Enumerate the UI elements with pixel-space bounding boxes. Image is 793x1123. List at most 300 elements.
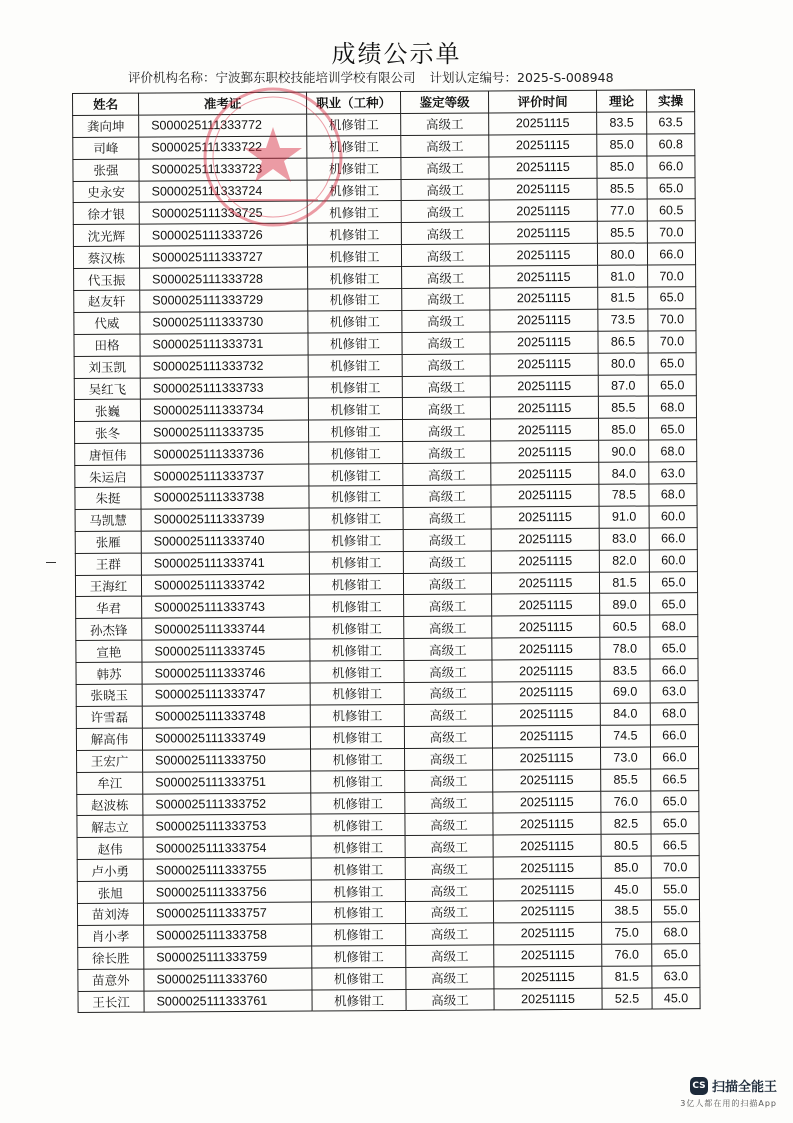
cell-theory: 78.5: [599, 484, 649, 506]
cell-occupation: 机修钳工: [311, 792, 405, 814]
cell-level: 高级工: [401, 113, 489, 135]
cell-name: 卢小勇: [77, 859, 143, 881]
cell-date: 20251115: [491, 572, 599, 595]
cell-ticket: S000025111333741: [141, 552, 309, 575]
cell-date: 20251115: [489, 178, 597, 201]
cell-occupation: 机修钳工: [311, 814, 405, 836]
cell-level: 高级工: [403, 573, 491, 595]
cell-practice: 60.0: [649, 506, 697, 528]
cell-practice: 65.0: [652, 943, 700, 965]
institution-name: 宁波鄞东职校技能培训学校有限公司: [215, 70, 416, 85]
cell-occupation: 机修钳工: [309, 420, 403, 442]
cell-ticket: S000025111333758: [144, 924, 312, 947]
cell-practice: 68.0: [650, 615, 698, 637]
cell-practice: 63.0: [650, 681, 698, 703]
header-theory: 理论: [596, 90, 646, 112]
cell-date: 20251115: [492, 725, 600, 748]
header-ticket: 准考证: [139, 92, 307, 115]
cell-name: 赵波栋: [77, 794, 143, 816]
cell-name: 朱挺: [75, 487, 141, 509]
cell-occupation: 机修钳工: [311, 901, 405, 923]
cell-date: 20251115: [493, 747, 601, 770]
cell-occupation: 机修钳工: [307, 179, 401, 201]
cell-level: 高级工: [404, 616, 492, 638]
cell-level: 高级工: [406, 923, 494, 945]
cell-level: 高级工: [405, 791, 493, 813]
cell-occupation: 机修钳工: [309, 573, 403, 595]
cell-theory: 76.0: [601, 790, 651, 812]
cell-theory: 77.0: [597, 199, 647, 221]
cell-level: 高级工: [403, 441, 491, 463]
cell-name: 田格: [74, 334, 140, 356]
cell-date: 20251115: [491, 419, 599, 442]
cell-occupation: 机修钳工: [307, 113, 401, 135]
cell-occupation: 机修钳工: [308, 354, 402, 376]
cell-level: 高级工: [403, 551, 491, 573]
cell-name: 吴红飞: [74, 378, 140, 400]
cell-practice: 63.5: [647, 112, 695, 134]
cell-theory: 38.5: [601, 900, 651, 922]
cell-ticket: S000025111333729: [140, 289, 308, 312]
cell-level: 高级工: [405, 835, 493, 857]
cell-name: 张雁: [75, 531, 141, 553]
cell-name: 韩苏: [76, 662, 142, 684]
cell-theory: 89.0: [600, 593, 650, 615]
cell-theory: 86.5: [598, 331, 648, 353]
cell-theory: 85.0: [598, 418, 648, 440]
cell-ticket: S000025111333725: [139, 202, 307, 225]
cell-practice: 65.0: [648, 374, 696, 396]
cell-date: 20251115: [489, 112, 597, 135]
cell-name: 张冬: [75, 421, 141, 443]
cell-level: 高级工: [405, 748, 493, 770]
cell-date: 20251115: [493, 835, 601, 858]
cell-occupation: 机修钳工: [310, 704, 404, 726]
cell-theory: 81.5: [599, 572, 649, 594]
cell-theory: 73.5: [598, 309, 648, 331]
cell-theory: 83.0: [599, 528, 649, 550]
plan-number: 2025-S-008948: [517, 70, 614, 85]
cell-theory: 82.0: [599, 550, 649, 572]
cell-name: 张旭: [77, 881, 143, 903]
cell-level: 高级工: [402, 310, 490, 332]
cell-date: 20251115: [492, 616, 600, 639]
cell-theory: 78.0: [600, 637, 650, 659]
cell-name: 代威: [74, 312, 140, 334]
cell-practice: 45.0: [652, 987, 700, 1009]
cell-date: 20251115: [493, 878, 601, 901]
cell-occupation: 机修钳工: [307, 157, 401, 179]
cell-ticket: S000025111333735: [141, 420, 309, 443]
cell-name: 赵友轩: [74, 290, 140, 312]
cell-practice: 68.0: [652, 922, 700, 944]
cell-date: 20251115: [489, 222, 597, 245]
cell-occupation: 机修钳工: [311, 836, 405, 858]
cell-name: 牟江: [77, 772, 143, 794]
cell-practice: 66.5: [651, 834, 699, 856]
cell-name: 赵伟: [77, 837, 143, 859]
cell-name: 张强: [73, 159, 139, 181]
cell-name: 孙杰锋: [76, 618, 142, 640]
cell-theory: 80.5: [601, 834, 651, 856]
cell-occupation: 机修钳工: [307, 245, 401, 267]
cell-level: 高级工: [402, 266, 490, 288]
cell-theory: 85.5: [597, 178, 647, 200]
cell-ticket: S000025111333759: [144, 946, 312, 969]
cell-date: 20251115: [492, 594, 600, 617]
cell-ticket: S000025111333732: [140, 355, 308, 378]
cell-name: 史永安: [73, 181, 139, 203]
cell-name: 肖小孝: [78, 925, 144, 947]
cell-theory: 85.0: [597, 134, 647, 156]
cell-practice: 60.0: [649, 549, 697, 571]
cell-level: 高级工: [404, 660, 492, 682]
cell-ticket: S000025111333772: [139, 114, 307, 137]
cell-occupation: 机修钳工: [310, 683, 404, 705]
cell-theory: 81.5: [598, 287, 648, 309]
cell-occupation: 机修钳工: [307, 223, 401, 245]
cell-theory: 87.0: [598, 375, 648, 397]
cell-date: 20251115: [491, 462, 599, 485]
cell-theory: 90.0: [599, 440, 649, 462]
cell-ticket: S000025111333755: [143, 858, 311, 881]
cell-practice: 66.0: [647, 243, 695, 265]
cell-date: 20251115: [490, 353, 598, 376]
cell-occupation: 机修钳工: [308, 332, 402, 354]
cell-ticket: S000025111333733: [140, 377, 308, 400]
cell-ticket: S000025111333749: [142, 727, 310, 750]
cell-name: 苗刘涛: [77, 903, 143, 925]
cell-practice: 66.0: [651, 746, 699, 768]
cell-ticket: S000025111333745: [142, 639, 310, 662]
cell-level: 高级工: [401, 135, 489, 157]
cell-date: 20251115: [492, 703, 600, 726]
cell-date: 20251115: [493, 791, 601, 814]
cell-ticket: S000025111333747: [142, 683, 310, 706]
cell-practice: 65.0: [648, 418, 696, 440]
camscanner-logo-icon: CS: [690, 1077, 708, 1095]
cell-level: 高级工: [405, 857, 493, 879]
cell-occupation: 机修钳工: [309, 442, 403, 464]
cell-level: 高级工: [405, 770, 493, 792]
cell-level: 高级工: [405, 879, 493, 901]
cell-theory: 81.0: [598, 265, 648, 287]
cell-theory: 76.0: [602, 944, 652, 966]
cell-ticket: S000025111333761: [144, 990, 312, 1013]
cell-ticket: S000025111333743: [142, 596, 310, 619]
cell-name: 王宏广: [77, 750, 143, 772]
cell-name: 朱运启: [75, 465, 141, 487]
institution-label: 评价机构名称：: [128, 70, 216, 85]
cell-date: 20251115: [492, 638, 600, 661]
cell-name: 解志立: [77, 815, 143, 837]
cell-theory: 74.5: [600, 725, 650, 747]
cell-occupation: 机修钳工: [311, 748, 405, 770]
cell-name: 解高伟: [76, 728, 142, 750]
document-title: 成绩公示单: [331, 40, 462, 68]
cell-ticket: S000025111333734: [140, 399, 308, 422]
cell-practice: 55.0: [651, 878, 699, 900]
scanner-watermark: [680, 1076, 777, 1109]
cell-ticket: S000025111333740: [141, 530, 309, 553]
cell-ticket: S000025111333724: [139, 180, 307, 203]
cell-ticket: S000025111333739: [141, 508, 309, 531]
cell-name: 苗意外: [78, 969, 144, 991]
cell-level: 高级工: [401, 244, 489, 266]
cell-practice: 70.0: [648, 330, 696, 352]
cell-level: 高级工: [403, 463, 491, 485]
cell-practice: 65.0: [648, 287, 696, 309]
cell-date: 20251115: [489, 200, 597, 223]
cell-name: 张巍: [74, 400, 140, 422]
cell-ticket: S000025111333756: [143, 880, 311, 903]
cell-date: 20251115: [490, 287, 598, 310]
cell-theory: 82.5: [601, 812, 651, 834]
cell-date: 20251115: [494, 922, 602, 945]
cell-name: 徐才银: [73, 203, 139, 225]
cell-practice: 65.0: [648, 352, 696, 374]
cell-date: 20251115: [493, 769, 601, 792]
cell-practice: 60.8: [647, 133, 695, 155]
cell-occupation: 机修钳工: [310, 639, 404, 661]
cell-theory: 85.5: [598, 396, 648, 418]
cell-name: 华君: [76, 597, 142, 619]
cell-ticket: S000025111333753: [143, 814, 311, 837]
cell-practice: 70.0: [647, 221, 695, 243]
cell-theory: 91.0: [599, 506, 649, 528]
cell-theory: 60.5: [600, 615, 650, 637]
header-level: 鉴定等级: [400, 91, 488, 113]
cell-name: 王长江: [78, 991, 144, 1013]
cell-name: 许雪磊: [76, 706, 142, 728]
cell-name: 龚向坤: [73, 115, 139, 137]
cell-date: 20251115: [491, 528, 599, 551]
cell-occupation: 机修钳工: [309, 551, 403, 573]
cell-level: 高级工: [402, 332, 490, 354]
cell-level: 高级工: [403, 419, 491, 441]
cell-date: 20251115: [490, 331, 598, 354]
cell-occupation: 机修钳工: [309, 507, 403, 529]
cell-practice: 66.0: [650, 659, 698, 681]
cell-date: 20251115: [490, 309, 598, 332]
cell-date: 20251115: [490, 375, 598, 398]
cell-practice: 66.0: [647, 155, 695, 177]
cell-date: 20251115: [492, 659, 600, 682]
cell-occupation: 机修钳工: [309, 464, 403, 486]
cell-level: 高级工: [401, 157, 489, 179]
cell-occupation: 机修钳工: [311, 858, 405, 880]
cell-practice: 66.0: [650, 725, 698, 747]
cell-theory: 75.0: [602, 922, 652, 944]
cell-practice: 70.0: [651, 856, 699, 878]
cell-occupation: 机修钳工: [310, 661, 404, 683]
cell-ticket: S000025111333722: [139, 136, 307, 159]
cell-name: 沈光辉: [73, 224, 139, 246]
cell-occupation: 机修钳工: [311, 770, 405, 792]
cell-ticket: S000025111333737: [141, 464, 309, 487]
cell-name: 蔡汉栋: [73, 246, 139, 268]
cell-level: 高级工: [402, 376, 490, 398]
cell-date: 20251115: [491, 550, 599, 573]
cell-level: 高级工: [403, 529, 491, 551]
cell-occupation: 机修钳工: [308, 289, 402, 311]
cell-practice: 60.5: [647, 199, 695, 221]
cell-practice: 70.0: [648, 309, 696, 331]
cell-ticket: S000025111333754: [143, 836, 311, 859]
cell-practice: 63.0: [649, 462, 697, 484]
cell-name: 宣艳: [76, 640, 142, 662]
cell-name: 王群: [75, 553, 141, 575]
cell-practice: 65.0: [650, 637, 698, 659]
cell-occupation: 机修钳工: [310, 595, 404, 617]
cell-theory: 84.0: [600, 703, 650, 725]
cell-level: 高级工: [406, 988, 494, 1010]
cell-ticket: S000025111333736: [141, 442, 309, 465]
cell-occupation: 机修钳工: [310, 726, 404, 748]
cell-date: 20251115: [494, 966, 602, 989]
cell-level: 高级工: [404, 682, 492, 704]
cell-ticket: S000025111333760: [144, 968, 312, 991]
cell-practice: 66.5: [651, 768, 699, 790]
cell-practice: 65.0: [650, 593, 698, 615]
cell-occupation: 机修钳工: [308, 310, 402, 332]
cell-occupation: 机修钳工: [312, 945, 406, 967]
cell-theory: 52.5: [602, 987, 652, 1009]
cell-ticket: S000025111333723: [139, 158, 307, 181]
cell-name: 刘玉凯: [74, 356, 140, 378]
cell-occupation: 机修钳工: [308, 398, 402, 420]
cell-date: 20251115: [493, 900, 601, 923]
cell-practice: 70.0: [648, 265, 696, 287]
cell-level: 高级工: [404, 726, 492, 748]
cell-occupation: 机修钳工: [311, 880, 405, 902]
cell-name: 马凯慧: [75, 509, 141, 531]
cell-ticket: S000025111333730: [140, 311, 308, 334]
cell-practice: 65.0: [651, 812, 699, 834]
cell-date: 20251115: [494, 988, 602, 1011]
cell-theory: 83.5: [600, 659, 650, 681]
cell-theory: 84.0: [599, 462, 649, 484]
cell-theory: 73.0: [601, 747, 651, 769]
cell-theory: 80.0: [597, 243, 647, 265]
cell-ticket: S000025111333751: [143, 771, 311, 794]
cell-ticket: S000025111333728: [140, 267, 308, 290]
cell-theory: 85.0: [601, 856, 651, 878]
watermark-tagline: 3亿人都在用的扫描App: [680, 1099, 777, 1108]
document-meta: [128, 68, 614, 86]
cell-theory: 83.5: [597, 112, 647, 134]
cell-name: 司峰: [73, 137, 139, 159]
cell-date: 20251115: [491, 484, 599, 507]
cell-theory: 81.5: [602, 966, 652, 988]
cell-ticket: S000025111333746: [142, 661, 310, 684]
cell-ticket: S000025111333750: [143, 749, 311, 772]
cell-practice: 65.0: [651, 790, 699, 812]
score-table: [72, 89, 701, 1013]
cell-occupation: 机修钳工: [312, 923, 406, 945]
cell-date: 20251115: [490, 265, 598, 288]
cell-theory: 85.5: [601, 769, 651, 791]
cell-level: 高级工: [404, 638, 492, 660]
cell-practice: 63.0: [652, 965, 700, 987]
cell-level: 高级工: [406, 967, 494, 989]
cell-practice: 66.0: [649, 528, 697, 550]
table-body: [73, 112, 700, 1013]
cell-ticket: S000025111333752: [143, 793, 311, 816]
header-occupation: 职业（工种）: [306, 91, 400, 113]
cell-theory: 69.0: [600, 681, 650, 703]
cell-level: 高级工: [406, 945, 494, 967]
cell-date: 20251115: [489, 156, 597, 179]
cell-occupation: 机修钳工: [307, 201, 401, 223]
cell-date: 20251115: [491, 441, 599, 464]
cell-date: 20251115: [493, 813, 601, 836]
header-practice: 实操: [646, 90, 694, 112]
cell-date: 20251115: [493, 856, 601, 879]
scan-edge-mark: [46, 562, 56, 563]
cell-level: 高级工: [404, 594, 492, 616]
cell-occupation: 机修钳工: [308, 267, 402, 289]
cell-level: 高级工: [402, 397, 490, 419]
cell-practice: 68.0: [649, 440, 697, 462]
cell-practice: 68.0: [649, 484, 697, 506]
header-date: 评价时间: [488, 90, 596, 113]
cell-date: 20251115: [494, 944, 602, 967]
cell-occupation: 机修钳工: [308, 376, 402, 398]
cell-occupation: 机修钳工: [310, 617, 404, 639]
cell-level: 高级工: [402, 354, 490, 376]
cell-theory: 85.0: [597, 156, 647, 178]
cell-practice: 65.0: [649, 571, 697, 593]
cell-level: 高级工: [401, 200, 489, 222]
header-name: 姓名: [73, 93, 139, 115]
cell-ticket: S000025111333738: [141, 486, 309, 509]
cell-ticket: S000025111333748: [142, 705, 310, 728]
cell-ticket: S000025111333731: [140, 333, 308, 356]
cell-occupation: 机修钳工: [312, 989, 406, 1011]
cell-practice: 55.0: [651, 900, 699, 922]
cell-occupation: 机修钳工: [309, 486, 403, 508]
cell-ticket: S000025111333742: [141, 574, 309, 597]
cell-practice: 65.0: [647, 177, 695, 199]
cell-name: 代玉振: [74, 268, 140, 290]
cell-date: 20251115: [489, 134, 597, 157]
cell-level: 高级工: [404, 704, 492, 726]
plan-label: 计划认定编号：: [429, 70, 518, 85]
cell-date: 20251115: [490, 397, 598, 420]
cell-practice: 68.0: [650, 703, 698, 725]
cell-level: 高级工: [405, 901, 493, 923]
cell-theory: 85.5: [597, 221, 647, 243]
watermark-brand: 扫描全能王: [711, 1080, 777, 1095]
cell-occupation: 机修钳工: [312, 967, 406, 989]
cell-theory: 45.0: [601, 878, 651, 900]
cell-occupation: 机修钳工: [307, 135, 401, 157]
cell-ticket: S000025111333726: [139, 223, 307, 246]
cell-level: 高级工: [403, 485, 491, 507]
cell-level: 高级工: [401, 222, 489, 244]
cell-date: 20251115: [489, 244, 597, 267]
cell-level: 高级工: [403, 507, 491, 529]
cell-theory: 80.0: [598, 353, 648, 375]
cell-date: 20251115: [491, 506, 599, 529]
cell-ticket: S000025111333744: [142, 617, 310, 640]
cell-date: 20251115: [492, 681, 600, 704]
cell-ticket: S000025111333757: [143, 902, 311, 925]
cell-practice: 68.0: [648, 396, 696, 418]
cell-name: 徐长胜: [78, 947, 144, 969]
cell-level: 高级工: [401, 179, 489, 201]
